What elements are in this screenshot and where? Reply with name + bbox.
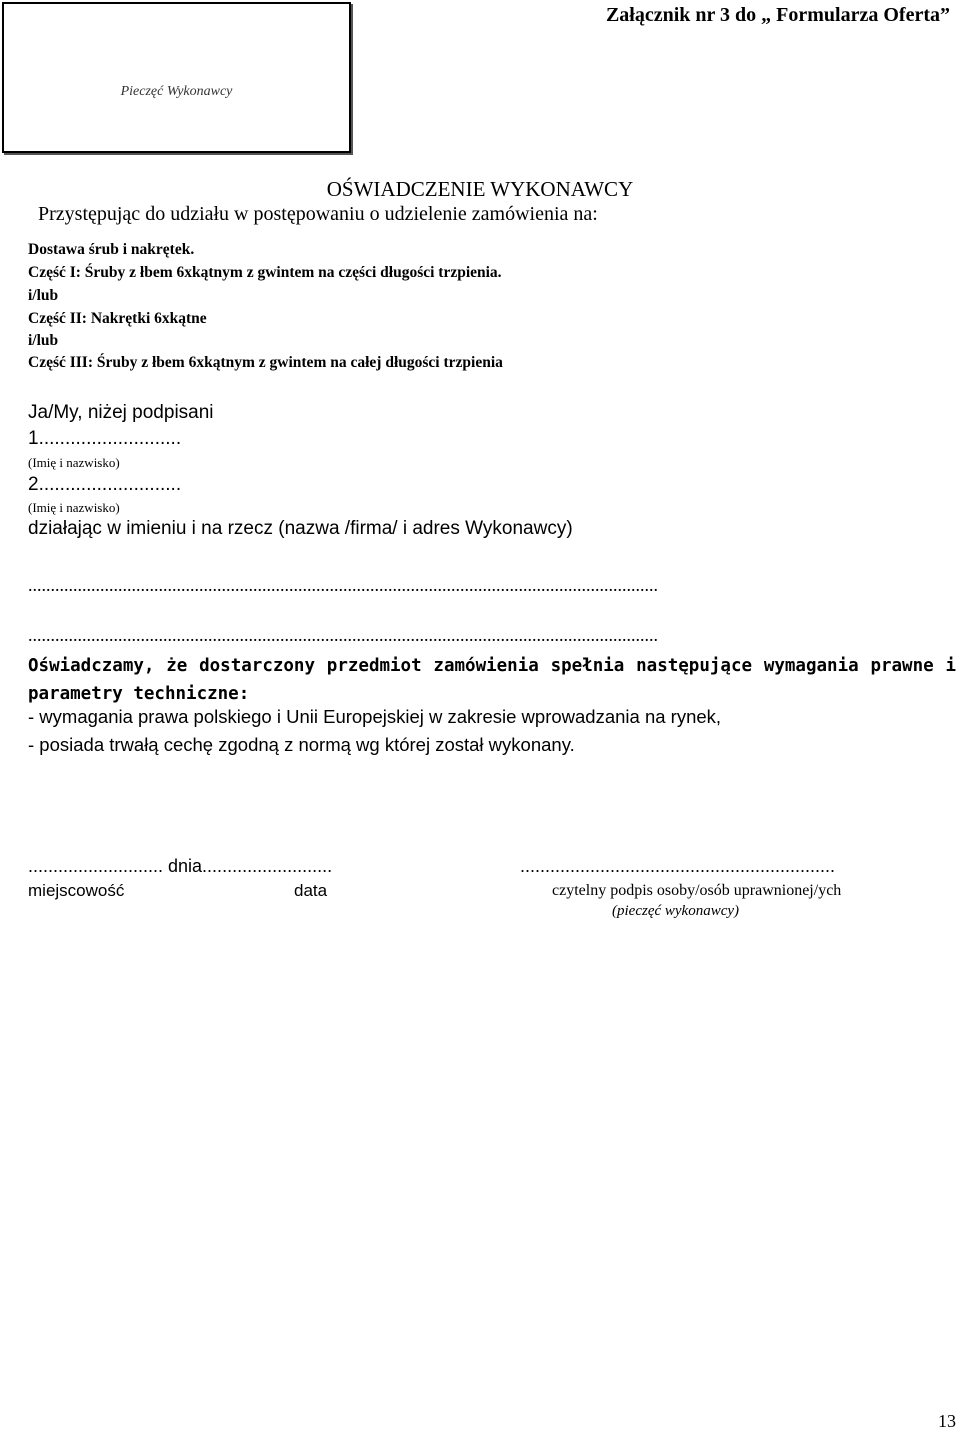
signatory-1-field: 1........................... xyxy=(28,428,182,449)
subject-line: Część II: Nakrętki 6xkątne xyxy=(28,310,207,327)
document-title: OŚWIADCZENIE WYKONAWCY xyxy=(326,177,634,201)
signatory-2-caption: (Imię i nazwisko) xyxy=(28,500,120,515)
subject-line: Część I: Śruby z łbem 6xkątnym z gwintem na części długości trzpienia. xyxy=(28,264,502,281)
intro-text: Przystępując do udziału w postępowaniu o udzielenie zamówienia na: xyxy=(38,203,598,225)
subject-line: Dostawa śrub i nakrętek. xyxy=(28,241,195,258)
subject-line: Część III: Śruby z łbem 6xkątnym z gwintem na całej długości trzpienia xyxy=(28,354,503,371)
place-date-dots: ........................... dnia.......................... xyxy=(28,856,333,876)
contractor-details-line-2: ............................................................................................................................................ xyxy=(28,625,658,645)
subject-line: i/lub xyxy=(28,332,59,349)
signatories-label: Ja/My, niżej podpisani xyxy=(28,402,214,423)
place-label: miejscowość xyxy=(28,881,125,900)
attachment-header: Załącznik nr 3 do „ Formularza Oferta” xyxy=(605,4,950,26)
requirement-item: - wymagania prawa polskiego i Unii Europejskiej w zakresie wprowadzania na rynek, xyxy=(28,706,722,727)
signature-dots: ............................................................... xyxy=(520,856,836,876)
contractor-stamp-box xyxy=(2,2,351,153)
requirement-item: - posiada trwałą cechę zgodną z normą wg której został wykonany. xyxy=(28,734,575,755)
subject-line: i/lub xyxy=(28,287,59,304)
signatory-2-field: 2........................... xyxy=(28,474,182,495)
contractor-stamp-label: (pieczęć wykonawcy) xyxy=(612,903,740,919)
declaration-paragraph: Oświadczamy, że dostarczony przedmiot zamówienia spełnia następujące wymagania prawne i parametry techniczne: xyxy=(28,656,956,704)
signature-label: czytelny podpis osoby/osób uprawnionej/ych xyxy=(552,882,842,899)
signatory-1-caption: (Imię i nazwisko) xyxy=(28,455,120,470)
acting-on-behalf-text: działając w imieniu i na rzecz (nazwa /firma/ i adres Wykonawcy) xyxy=(28,518,573,539)
page-number: 13 xyxy=(938,1411,956,1431)
date-label: data xyxy=(294,881,328,900)
stamp-box-label: Pieczęć Wykonawcy xyxy=(120,84,233,99)
contractor-details-line-1: ............................................................................................................................................ xyxy=(28,575,658,595)
